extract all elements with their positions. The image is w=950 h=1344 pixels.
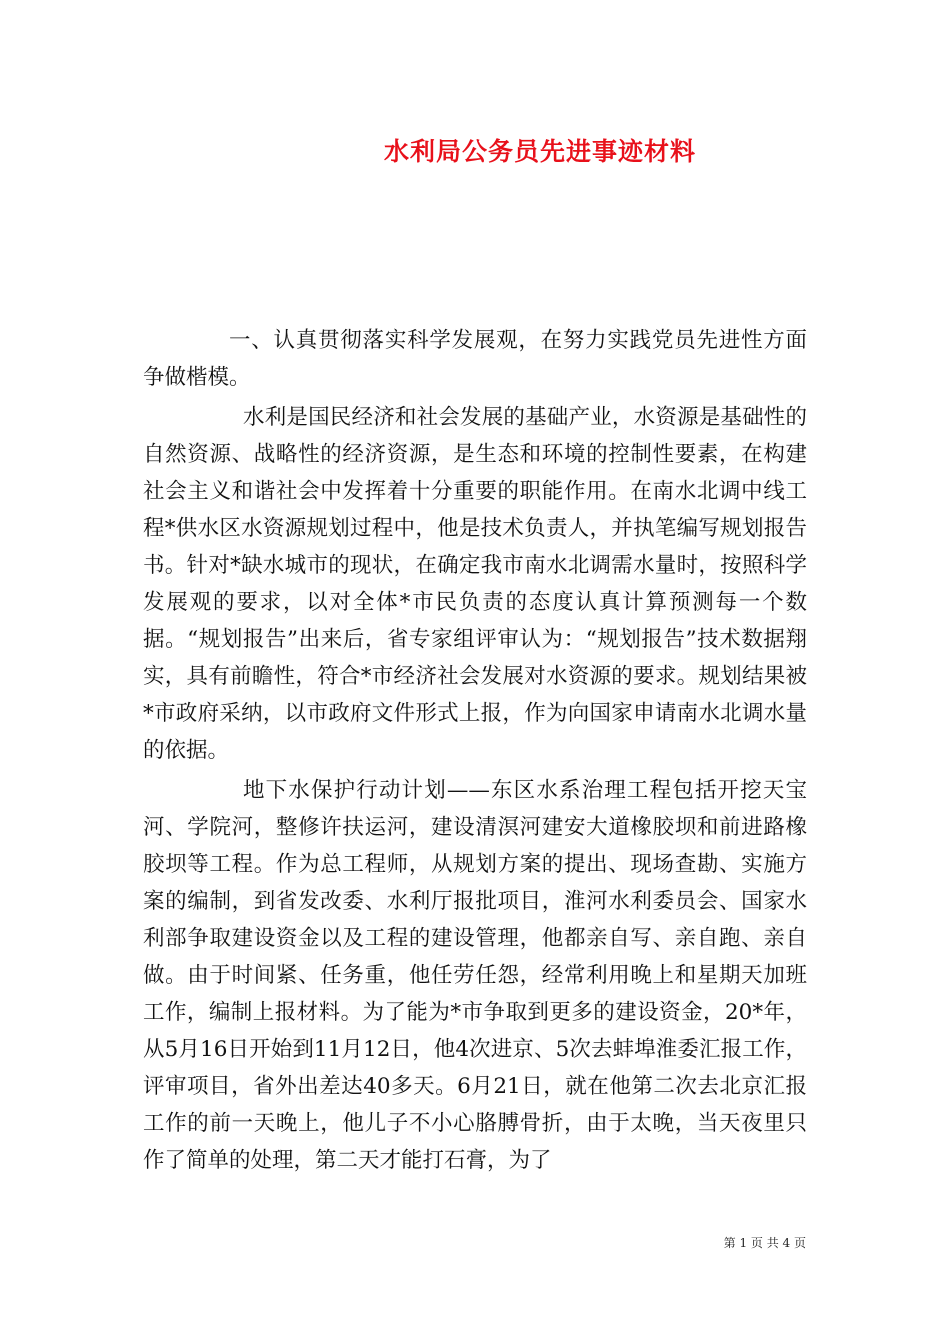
page-number-footer: 第 1 页 共 4 页	[723, 1236, 806, 1250]
document-title: 水利局公务员先进事迹材料	[383, 137, 696, 166]
paragraph: 一、认真贯彻落实科学发展观，在努力实践党员先进性方面争做楷模。	[143, 328, 807, 390]
document-body	[143, 322, 807, 1182]
paragraph: 水利是国民经济和社会发展的基础产业，水资源是基础性的自然资源、战略性的经济资源，是生态和环境的控制性要素，在构建社会主义和谐社会中发挥着十分重要的职能作用。在南水北调中线工程*供水区水资源规划过程中，他是技术负责人，并执笔编写规划报告书。针对*缺水城市的现状，在确定我市南水北调需水量时，按照科学发展观的要求，以对全体*市民负责的态度认真计算预测每一个数据。“规划报告”出来后，省专家组评审认为：“规划报告”技术数据翔实，具有前瞻性，符合*市经济社会发展对水资源的要求。规划结果被*市政府采纳，以市政府文件形式上报，作为向国家申请南水北调水量的依据。	[143, 405, 807, 763]
paragraph: 地下水保护行动计划——东区水系治理工程包括开挖天宝河、学院河，整修许扶运河，建设清溟河建安大道橡胶坝和前进路橡胶坝等工程。作为总工程师，从规划方案的提出、现场查勘、实施方案的编制，到省发改委、水利厅报批项目，淮河水利委员会、国家水利部争取建设资金以及工程的建设管理，他都亲自写、亲自跑、亲自做。由于时间紧、任务重，他任劳任怨，经常利用晚上和星期天加班工作，编制上报材料。为了能为*市争取到更多的建设资金，20*年，从5月16日开始到11月12日，他4次进京、5次去蚌埠淮委汇报工作，评审项目，省外出差达40多天。6月21日，就在他第二次去北京汇报工作的前一天晚上，他儿子不小心胳膊骨折，由于太晚，当天夜里只作了简单的处理，第二天才能打石膏，为了	[143, 778, 807, 1173]
